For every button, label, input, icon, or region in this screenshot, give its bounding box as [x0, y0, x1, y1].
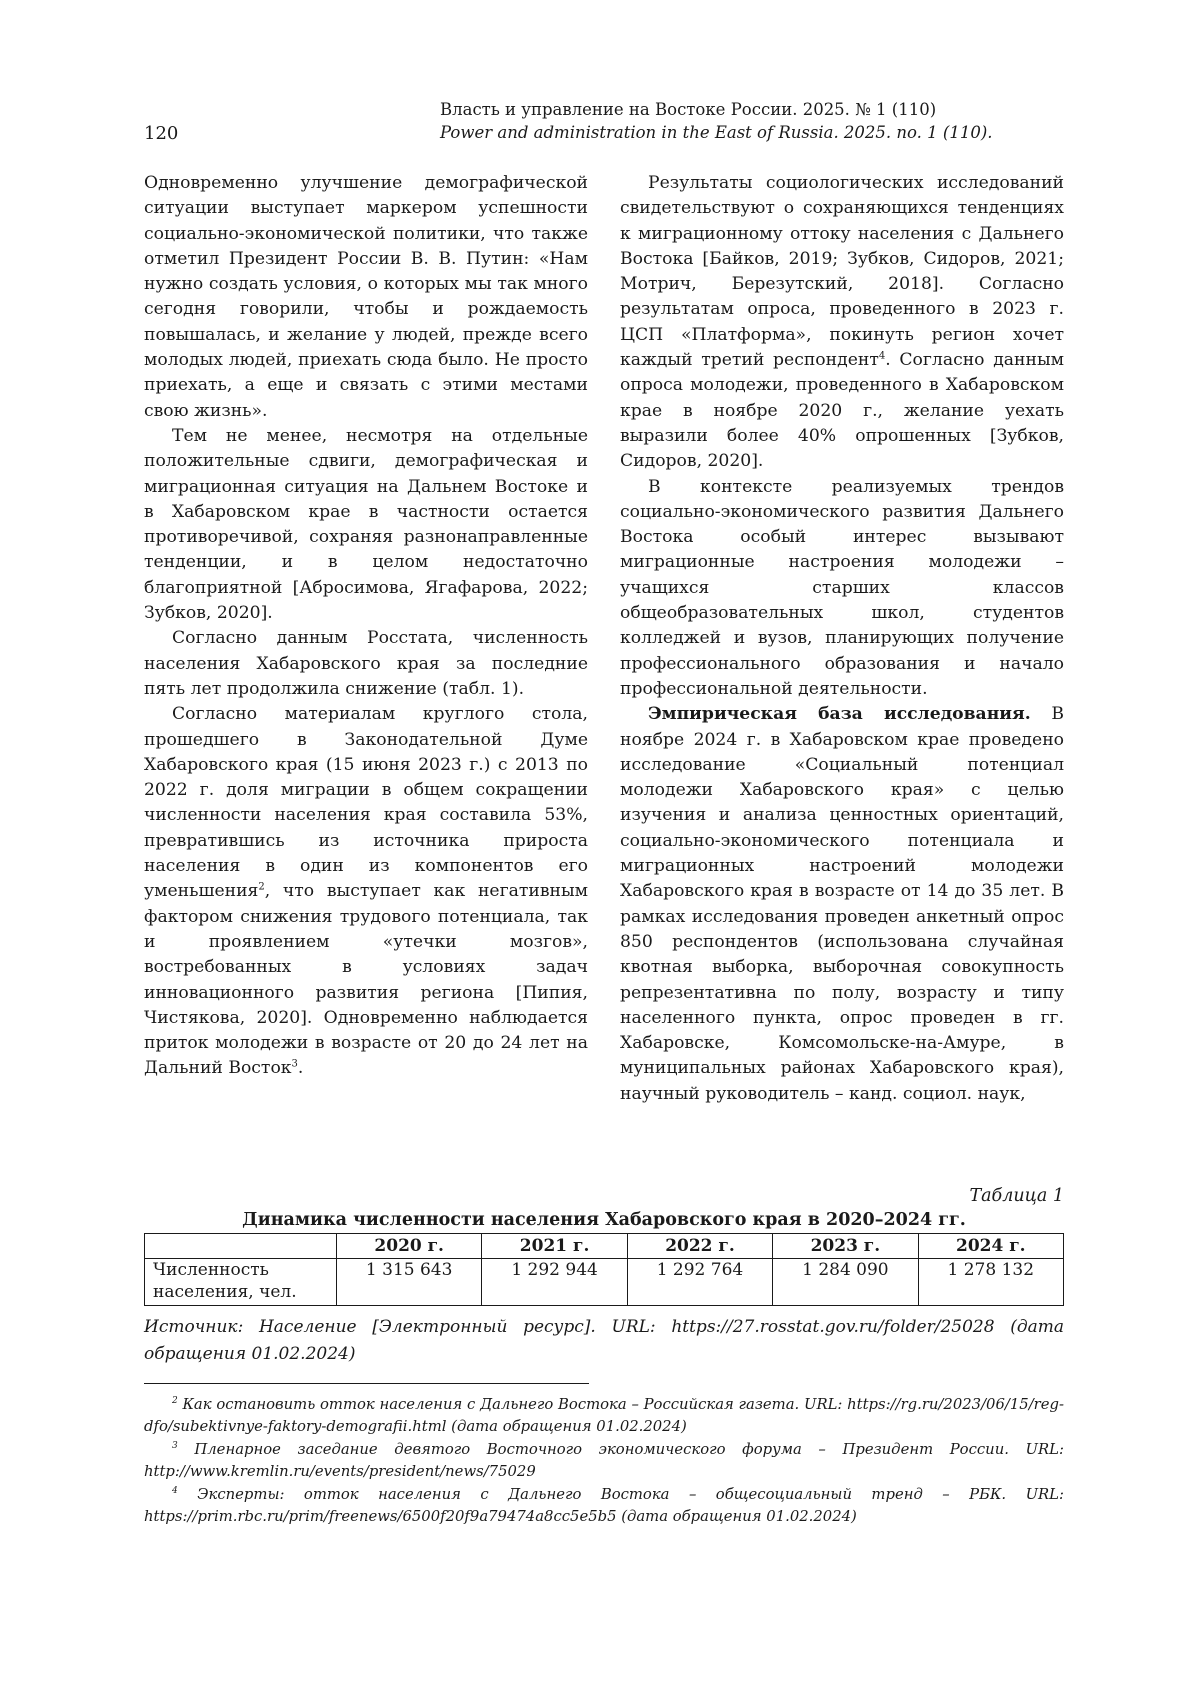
table-header-cell: 2024 г.: [918, 1234, 1063, 1259]
left-column: [144, 171, 588, 1082]
paragraph-text: .: [297, 1058, 304, 1079]
footnote: [144, 1439, 1064, 1484]
footnote-ref: 2: [258, 881, 265, 893]
paragraph: [620, 171, 1064, 475]
table-label: Таблица 1: [969, 1186, 1064, 1206]
table-block: [144, 1184, 1064, 1368]
table-header-cell: 2021 г.: [482, 1234, 627, 1259]
paragraph: Одновременно улучшение демографической ситуации выступает маркером успешности социально-экономической политики, что также отметил Президент России В. В. Путин: «Нам нужно создать условия, о которых мы так много сегодня говорили, чтобы и рождаемость повышалась, и желание у людей, прежде всего молодых людей, приехать сюда было. Не просто приехать, а еще и связать с этими местами свою жизнь».: [144, 173, 588, 421]
paragraph-text: . Согласно данным опроса молодежи, проведенного в Хабаровском крае в ноябре 2020 г., желание уехать выразили более 40% опрошенных [Зубков, Сидоров, 2020].: [620, 350, 1065, 472]
table-header-cell: 2022 г.: [627, 1234, 772, 1259]
footnote-number: 4: [172, 1485, 178, 1496]
table-header-row: [145, 1234, 1064, 1259]
running-header: [144, 98, 1064, 146]
footnote-number: 3: [172, 1440, 178, 1451]
paragraph-text: , что выступает как негативным фактором снижения трудового потенциала, так и проявлением «утечки мозгов», востребованных в условиях задач инновационного развития региона [Пипия, Чистякова, 2020]. Одновременно наблюдается приток молодежи в возрасте от 20 до 24 лет на Дальний Восток: [144, 881, 588, 1079]
journal-title-en: Power and administration in the East of Russia. 2025. no. 1 (110).: [440, 123, 993, 142]
section-heading: Эмпирическая база исследования.: [648, 704, 1031, 725]
footnotes: [144, 1394, 1064, 1528]
table-source: Источник: Население [Электронный ресурс]. URL: https://27.rosstat.gov.ru/folder/25028 (дата обращения 01.02.2024): [144, 1317, 1064, 1364]
paragraph: Тем не менее, несмотря на отдельные положительные сдвиги, демографическая и миграционная ситуация на Дальнем Востоке и в Хабаровском крае в частности остается противоречивой, сохраняя разнонаправленные тенденции, и в целом недостаточно благоприятной [Абросимова, Ягафарова, 2022; Зубков, 2020].: [144, 425, 588, 624]
footnote-divider: [144, 1383, 589, 1384]
footnote-number: 2: [172, 1396, 178, 1407]
table-header-cell: 2023 г.: [773, 1234, 918, 1259]
footnote-text: Как остановить отток населения с Дальнего Востока – Российская газета. URL: https://rg.ru/2023/06/15/reg-dfo/subektivnye-faktory-demografii.html (дата обращения 01.02.2024): [144, 1396, 1064, 1436]
table-cell: 1 284 090: [773, 1259, 918, 1306]
footnote-text: Пленарное заседание девятого Восточного экономического форума – Президент России. URL: http://www.kremlin.ru/events/president/news/75029: [144, 1440, 1064, 1481]
right-column: [620, 171, 1064, 1107]
table-row: [145, 1259, 1064, 1306]
table-row-label: Численность населения, чел.: [145, 1259, 337, 1306]
table-cell: 1 278 132: [918, 1259, 1063, 1306]
table-cell: 1 292 944: [482, 1259, 627, 1306]
paragraph: [144, 702, 588, 1081]
footnote: [144, 1484, 1064, 1529]
paragraph-text: Согласно материалам круглого стола, прошедшего в Законодательной Думе Хабаровского края (15 июня 2023 г.) с 2013 по 2022 г. доля миграции в общем сокращении численности населения края составила 53%, превратившись из источника прироста населения в один из компонентов его уменьшения: [144, 704, 588, 902]
paragraph-text: В ноябре 2024 г. в Хабаровском крае проведено исследование «Социальный потенциал молодежи Хабаровского края» с целью изучения и анализа ценностных ориентаций, социально-экономического потенциала и миграционных настроений молодежи Хабаровского края в возрасте от 14 до 35 лет. В рамках исследования проведен анкетный опрос 850 респондентов (использована случайная квотная выборка, выборочная совокупность репрезентативна по полу, возрасту и типу населенного пункта, опрос проведен в гг. Хабаровске, Комсомольске-на-Амуре, в муниципальных районах Хабаровского края), научный руководитель – канд. социол. наук,: [620, 704, 1064, 1104]
table-title: Динамика численности населения Хабаровского края в 2020–2024 гг.: [242, 1210, 966, 1230]
paragraph: В контексте реализуемых трендов социально-экономического развития Дальнего Востока особый интерес вызывают миграционные настроения молодежи – учащихся старших классов общеобразовательных школ, студентов колледжей и вузов, планирующих получение профессионального образования и начало профессиональной деятельности.: [620, 476, 1064, 699]
paragraph: [620, 702, 1064, 1107]
page-number: 120: [144, 123, 179, 144]
table-header-cell: [145, 1234, 337, 1259]
table-header-cell: 2020 г.: [337, 1234, 482, 1259]
paragraph: Согласно данным Росстата, численность населения Хабаровского края за последние пять лет продолжила снижение (табл. 1).: [144, 628, 588, 699]
population-table: [144, 1233, 1064, 1306]
table-cell: 1 292 764: [627, 1259, 772, 1306]
footnote: [144, 1394, 1064, 1439]
journal-title-ru: Власть и управление на Востоке России. 2025. № 1 (110): [440, 100, 937, 119]
footnote-text: Эксперты: отток населения с Дальнего Востока – общесоциальный тренд – РБК. URL: https://prim.rbc.ru/prim/freenews/6500f20f9a79474a8cc5e5b5 (дата обращения 01.02.2024): [144, 1485, 1064, 1526]
footnote-ref: 3: [291, 1058, 298, 1070]
paragraph-text: Результаты социологических исследований свидетельствуют о сохраняющихся тенденциях к миграционному оттоку населения с Дальнего Востока [Байков, 2019; Зубков, Сидоров, 2021; Мотрич, Березутский, 2018]. Согласно результатам опроса, проведенного в 2023 г. ЦСП «Платформа», покинуть регион хочет каждый третий респондент: [620, 173, 1064, 371]
footnote-ref: 4: [878, 350, 886, 362]
table-cell: 1 315 643: [337, 1259, 482, 1306]
